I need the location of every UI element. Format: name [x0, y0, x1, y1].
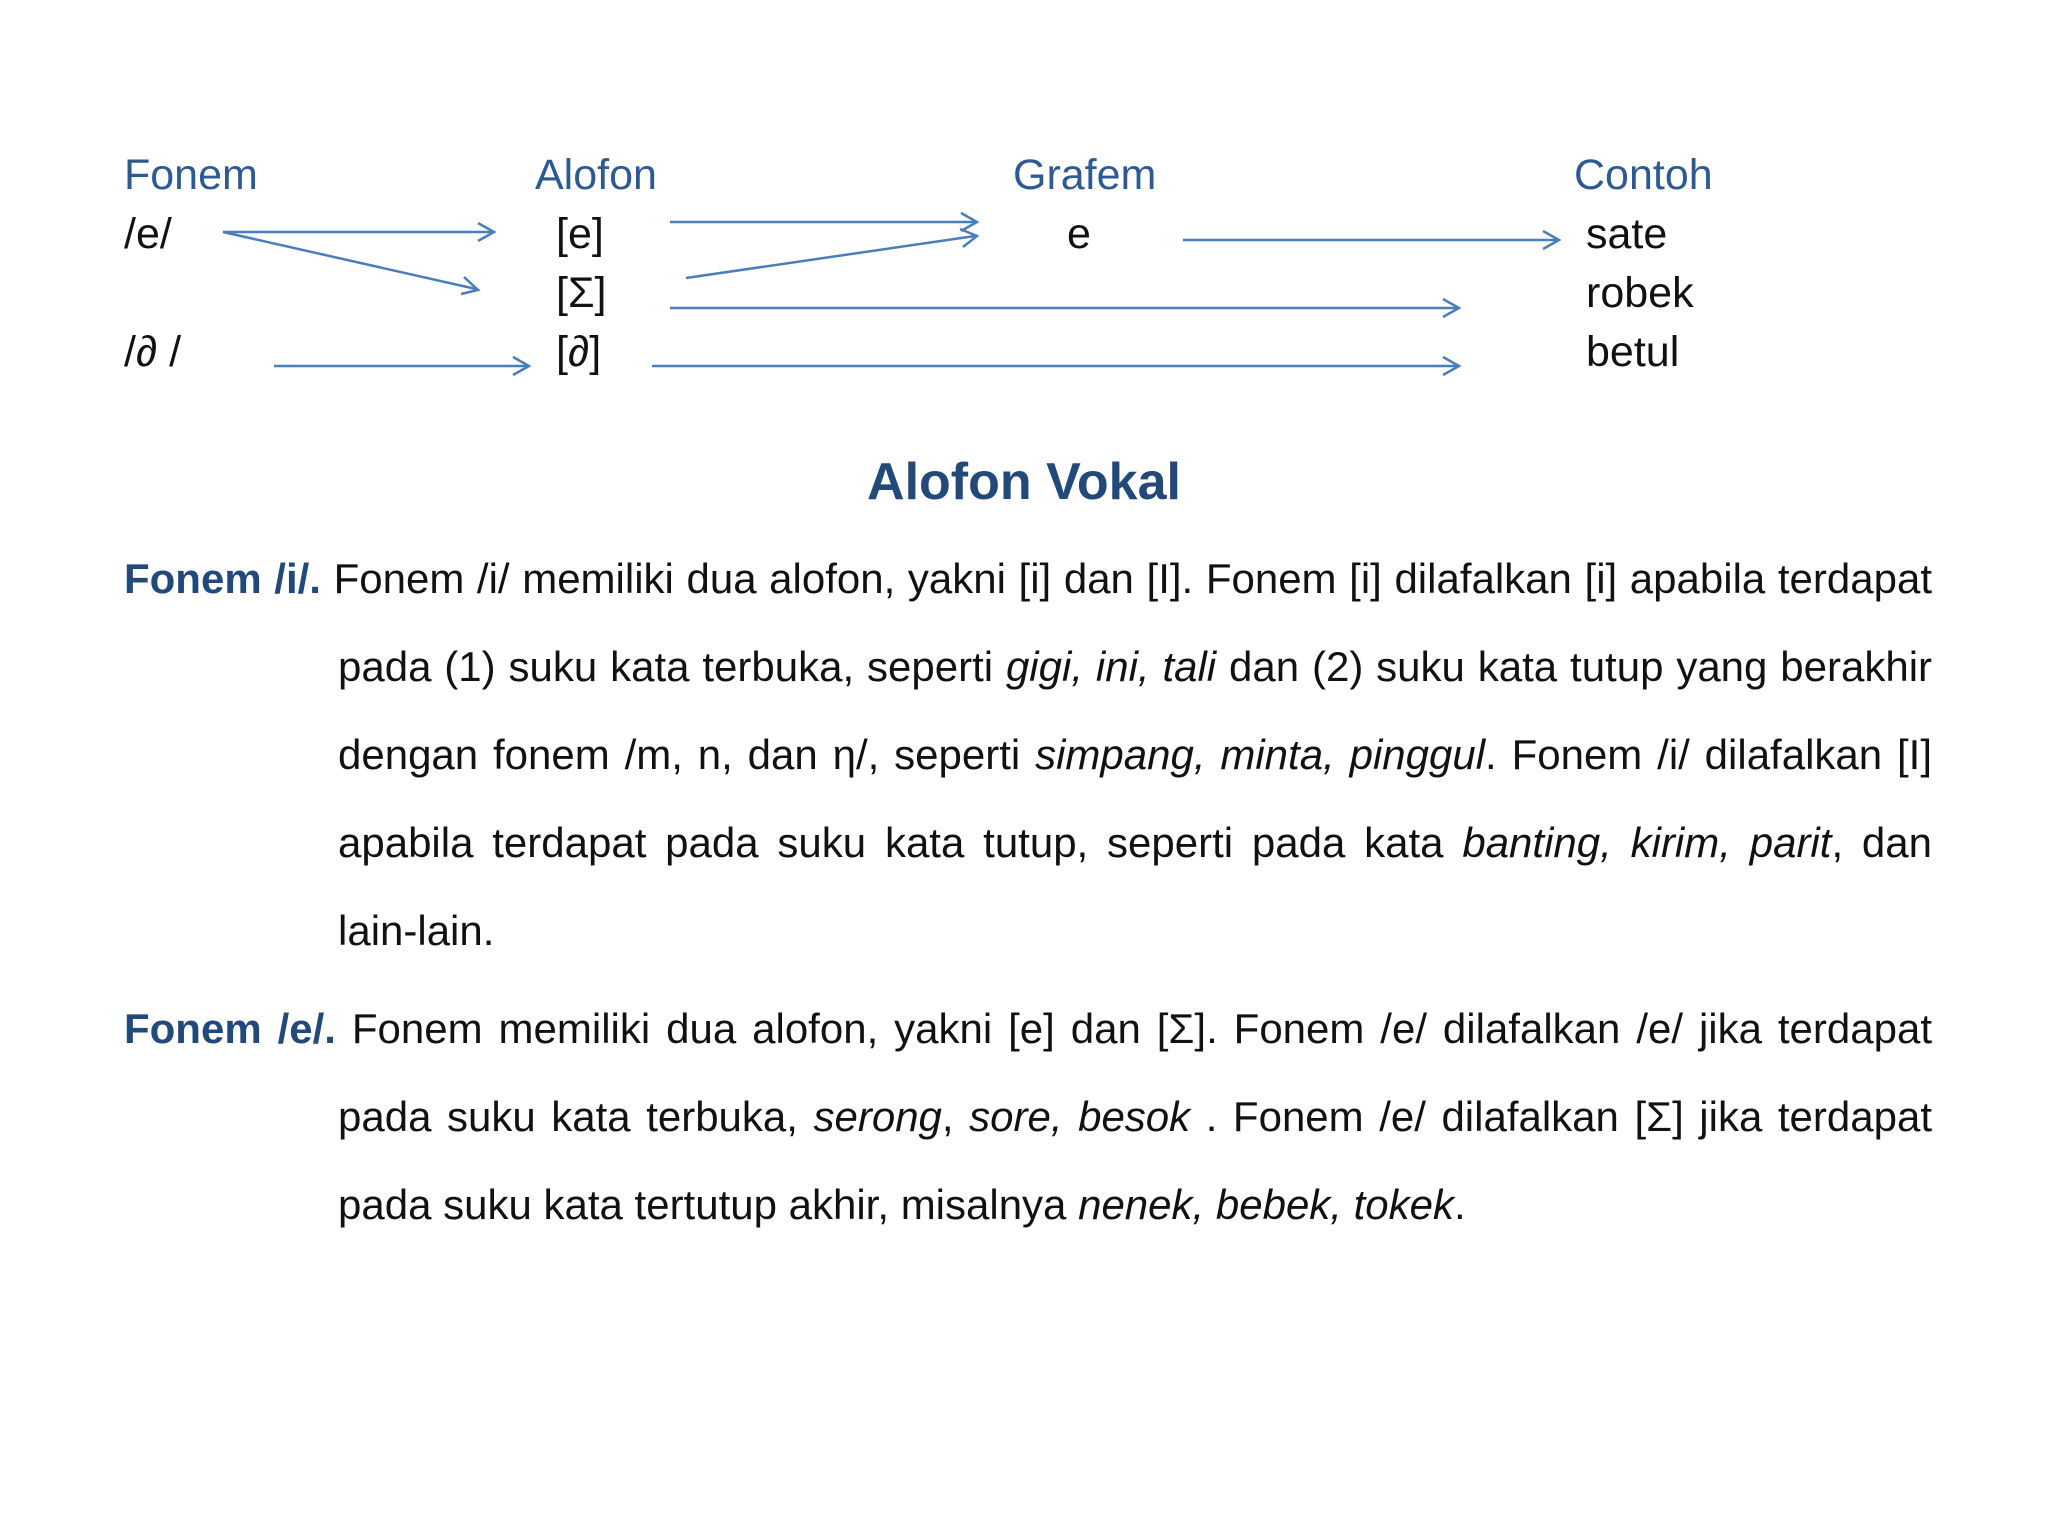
- diagram-arrows: [0, 0, 2048, 420]
- header-grafem: Grafem: [1013, 151, 1157, 199]
- example-words: simpang, minta, pinggul: [1035, 731, 1486, 778]
- text-run: . Fonem /e/ dilafalkan [Σ] jika terdapat pada suku kata tertutup akhir, misalnya: [338, 1093, 1932, 1228]
- paragraph-fonem-e: [124, 985, 1932, 1249]
- section-title: Alofon Vokal: [867, 453, 1181, 511]
- paragraph-lead: Fonem /i/.: [124, 555, 321, 602]
- text-run: ,: [941, 1093, 970, 1140]
- example-words: serong: [813, 1093, 942, 1140]
- example-words: banting, kirim, parit: [1462, 819, 1832, 866]
- example-words: sore, besok: [969, 1093, 1191, 1140]
- arrow-e-to-sigma: [223, 232, 476, 289]
- alofon-sigma: [Σ]: [556, 269, 607, 317]
- header-contoh: Contoh: [1574, 151, 1713, 199]
- example-words: gigi, ini, tali: [1005, 643, 1217, 690]
- paragraph-lead: Fonem /e/.: [124, 1005, 336, 1052]
- contoh-sate: sate: [1586, 210, 1668, 258]
- alofon-schwa: [∂]: [556, 328, 602, 376]
- text-run: .: [1454, 1181, 1466, 1228]
- header-alofon: Alofon: [535, 151, 657, 199]
- grafem-e: e: [1067, 210, 1091, 258]
- text-run: Fonem memiliki dua alofon, yakni [e] dan [Σ]. Fonem /e/ dilafalkan /e/ jika terdapat pada suku kata terbuka,: [335, 1005, 1933, 1140]
- fonem-e: /e/: [124, 210, 172, 258]
- example-words: nenek, bebek, tokek: [1078, 1181, 1455, 1228]
- paragraph-fonem-i: [124, 535, 1932, 975]
- contoh-betul: betul: [1586, 328, 1680, 376]
- contoh-robek: robek: [1586, 269, 1694, 317]
- arrow-sigma-to-grafem: [686, 236, 975, 278]
- text-run: dan (2) suku kata tutup yang berakhir dengan fonem /m, n, dan η/, seperti: [338, 643, 1933, 778]
- text-run: , dan lain-lain.: [338, 819, 1932, 954]
- text-run: Fonem /i/ memiliki dua alofon, yakni [i] dan [I]. Fonem [i] dilafalkan [i] apabila terdapat pada (1) suku kata terbuka, seperti: [320, 555, 1932, 690]
- text-run: . Fonem /i/ dilafalkan [I] apabila terdapat pada suku kata tutup, seperti pada kata: [338, 731, 1932, 866]
- fonem-schwa: /∂ /: [124, 328, 182, 376]
- alofon-e: [e]: [556, 210, 604, 258]
- allophone-diagram: [0, 0, 2048, 420]
- header-fonem: Fonem: [124, 151, 258, 199]
